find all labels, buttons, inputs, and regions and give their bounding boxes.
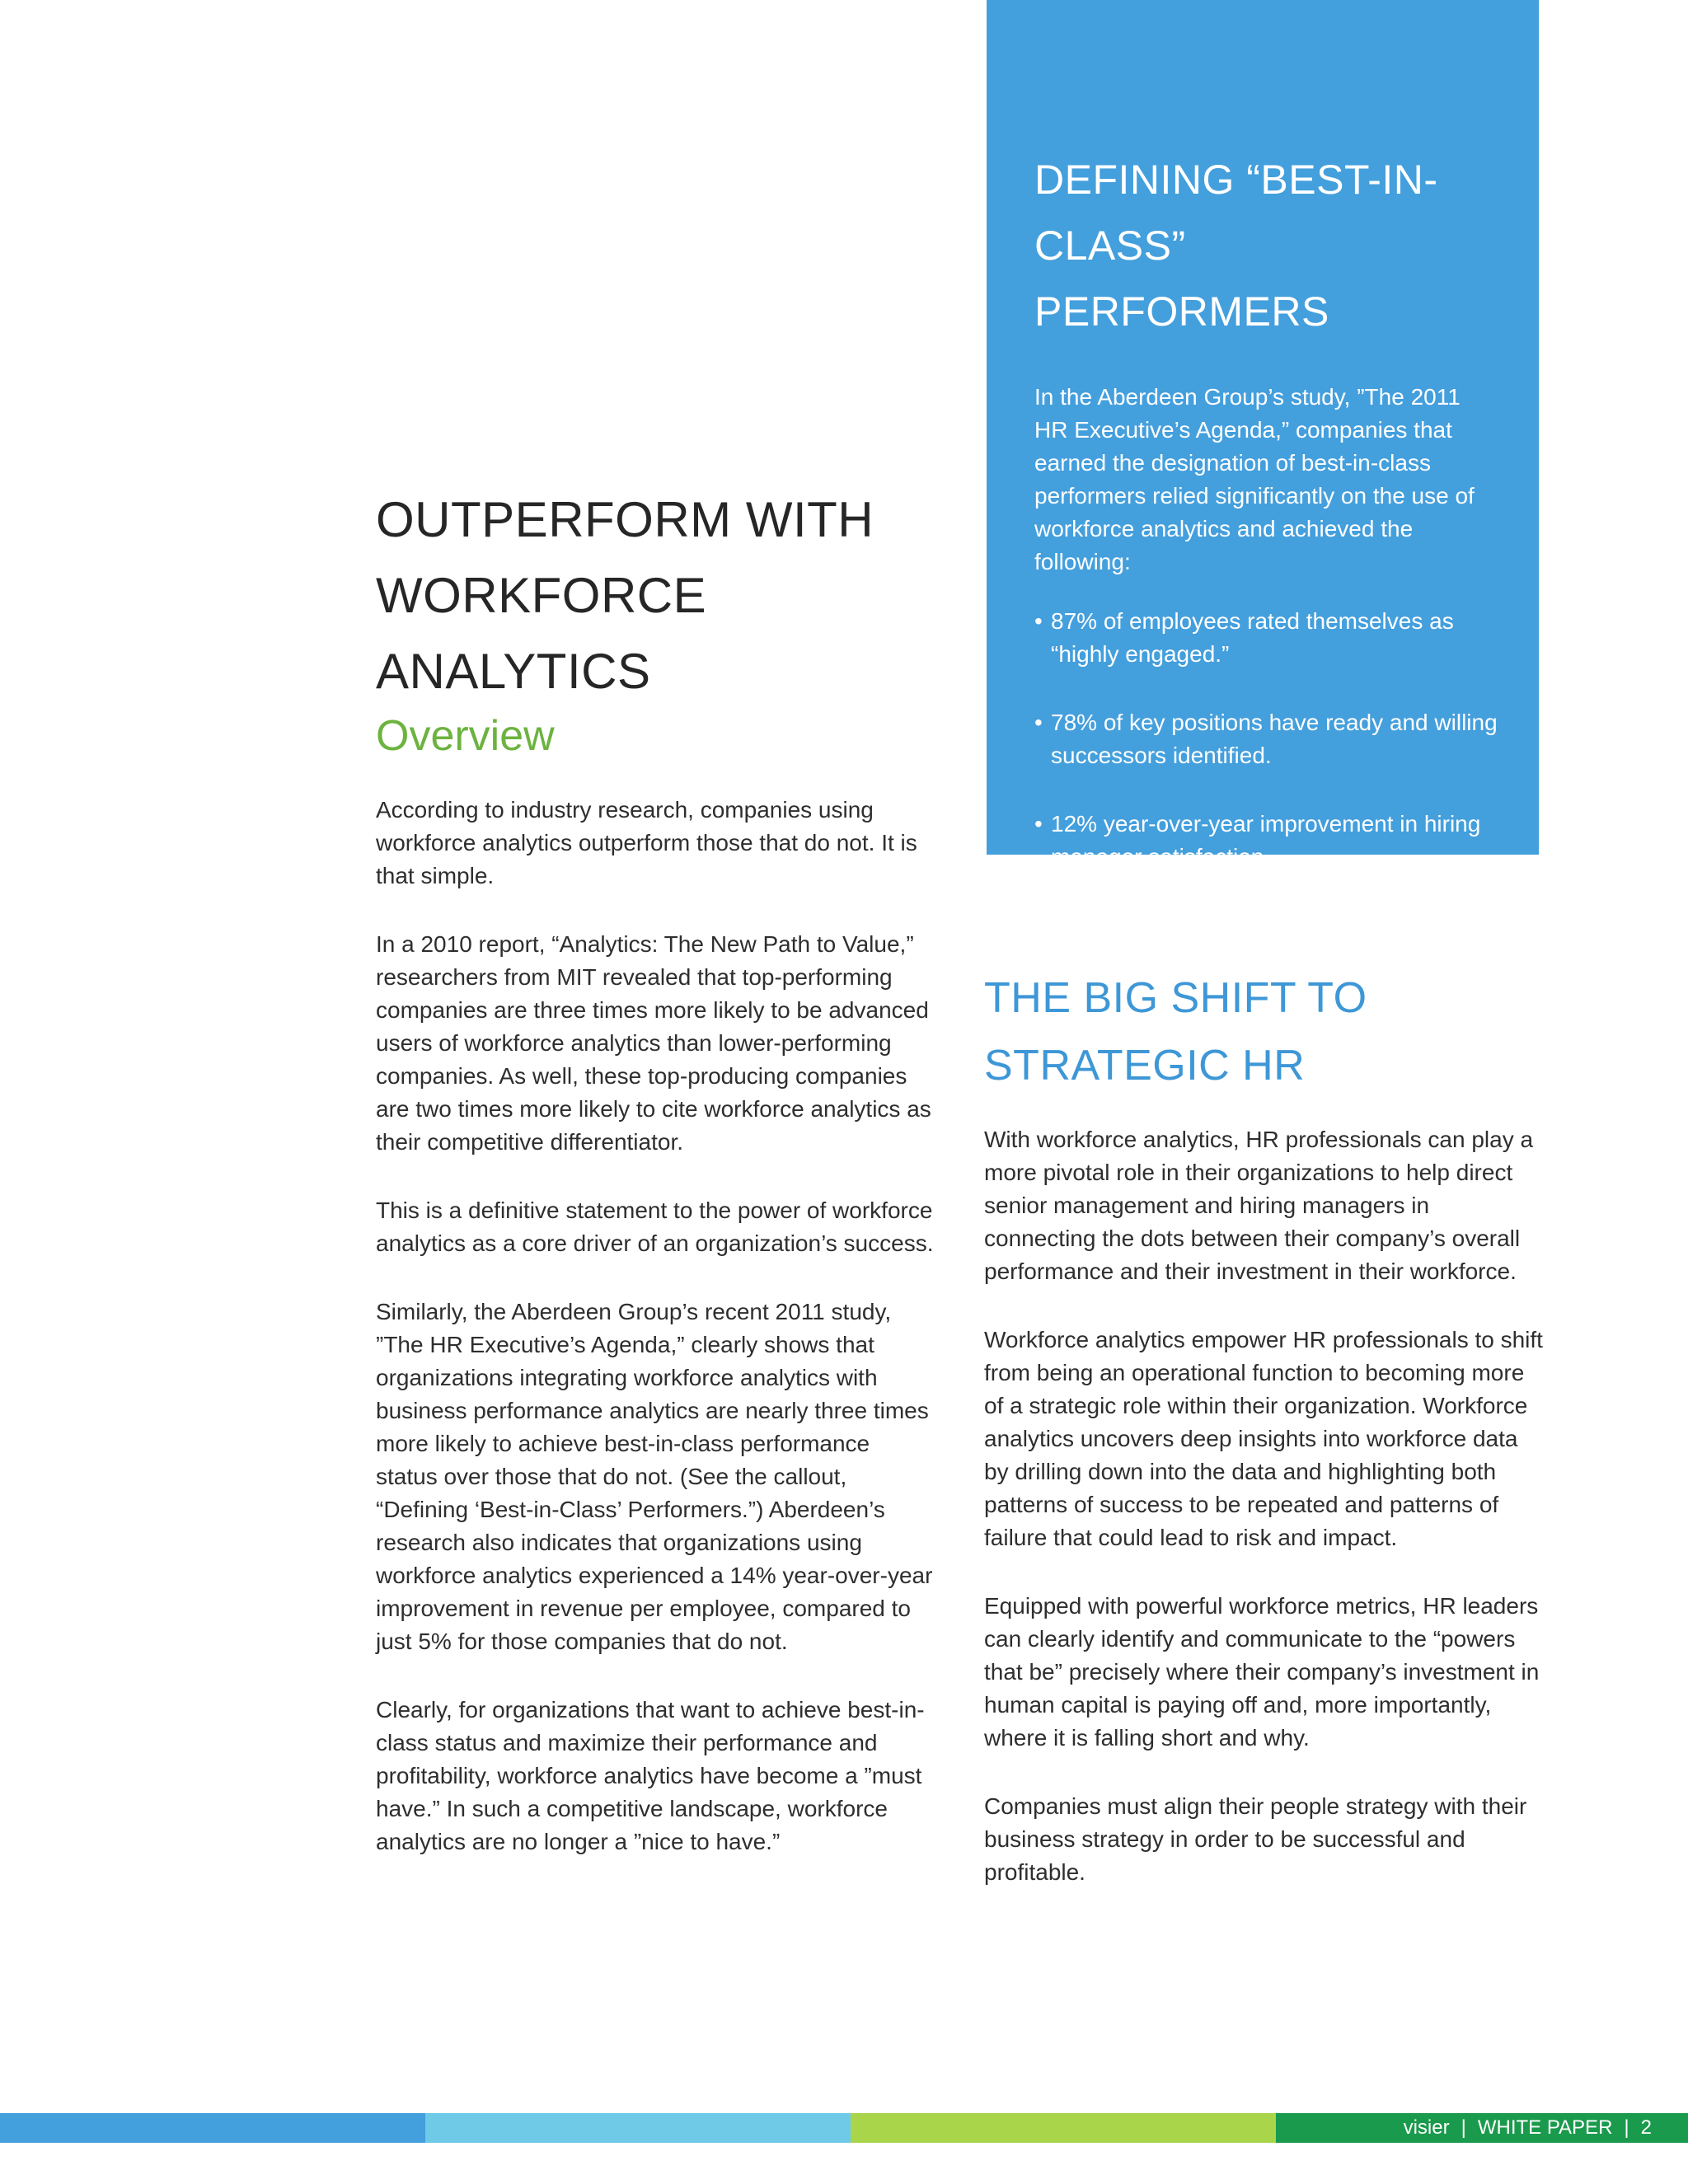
callout-list-item [1034, 808, 1512, 874]
body-paragraph: Equipped with powerful workforce metrics, HR leaders can clearly identify and communicate to the “powers that be” precisely where their company’s investment in human capital is paying off and, more importantly, where it is falling short and why. [984, 1593, 1540, 1750]
overview-body [376, 794, 936, 1894]
callout-item-text: 12% year-over-year improvement in hiring manager satisfaction. [1051, 811, 1481, 869]
footer-bar-segment [851, 2113, 1276, 2143]
footer-separator: | [1461, 2116, 1466, 2139]
body-paragraph: Clearly, for organizations that want to achieve best-in-class status and maximize their performance and profitability, workforce analytics have become a ”must have.” In such a competitive landscape, workforce analytics are no longer a ”nice to have.” [376, 1697, 925, 1854]
body-paragraph: Similarly, the Aberdeen Group’s recent 2011 study, ”The HR Executive’s Agenda,” clearly shows that organizations integrating workforce analytics with business performance analytics are nearly three times more likely to achieve best-in-class performance status over those that do not. (See the callout, “Defining ‘Best-in-Class’ Performers.”) Aberdeen’s research also indicates that organizations using workforce analytics experienced a 14% year-over-year improvement in revenue per employee, compared to just 5% for those companies that do not. [376, 1299, 933, 1654]
bullet-icon: • [1034, 710, 1043, 735]
bullet-icon: • [1034, 811, 1043, 837]
page-number: 2 [1640, 2116, 1652, 2139]
body-paragraph: According to industry research, companies using workforce analytics outperform those that do not. It is that simple. [376, 797, 917, 888]
callout-intro: In the Aberdeen Group’s study, ”The 2011 HR Executive’s Agenda,” companies that earned the designation of best-in-class performers relied significantly on the use of workforce analytics and achieved the following: [1034, 384, 1475, 574]
footer-separator: | [1624, 2116, 1629, 2139]
body-paragraph: Workforce analytics empower HR professionals to shift from being an operational function to becoming more of a strategic role within their organization. Workforce analytics uncovers deep insights into workforce data by drilling down into the data and highlighting both patterns of success to be repeated and patterns of failure that could lead to risk and impact. [984, 1327, 1543, 1550]
footer-brand: visier [1403, 2116, 1450, 2139]
body-paragraph: In a 2010 report, “Analytics: The New Path to Value,” researchers from MIT revealed that top-performing companies are three times more likely to be advanced users of workforce analytics than lower-performing companies. As well, these top-producing companies are two times more likely to cite workforce analytics as their competitive differentiator. [376, 931, 931, 1155]
footer-doc-type: WHITE PAPER [1477, 2116, 1613, 2139]
section-heading-strategic-hr: THE BIG SHIFT TO STRATEGIC HR [984, 974, 1367, 1090]
strategic-hr-body [984, 1123, 1545, 1924]
callout-item-text: 87% of employees rated themselves as “highly engaged.” [1051, 608, 1454, 667]
callout-title: DEFINING “BEST-IN-CLASS” PERFORMERS [1034, 157, 1438, 335]
callout-list-item [1034, 605, 1512, 671]
body-paragraph: With workforce analytics, HR professionals can play a more pivotal role in their organizations to help direct senior management and hiring managers in connecting the dots between their company’s overall performance and their investment in their workforce. [984, 1127, 1534, 1284]
callout-box [987, 0, 1539, 869]
body-paragraph: This is a definitive statement to the power of workforce analytics as a core driver of an organization’s success. [376, 1197, 934, 1256]
bullet-icon: • [1034, 608, 1043, 634]
callout-item-text: 78% of key positions have ready and willing successors identified. [1051, 710, 1498, 768]
callout-list [1034, 605, 1498, 874]
page-title: OUTPERFORM WITH WORKFORCE ANALYTICS [376, 492, 874, 699]
callout-list-item [1034, 706, 1512, 772]
footer-bar-segment [425, 2113, 851, 2143]
body-paragraph: Companies must align their people strategy with their business strategy in order to be successful and profitable. [984, 1793, 1527, 1885]
overview-heading: Overview [376, 712, 555, 760]
footer-label [1404, 2113, 1652, 2143]
footer-bar-segment [0, 2113, 425, 2143]
